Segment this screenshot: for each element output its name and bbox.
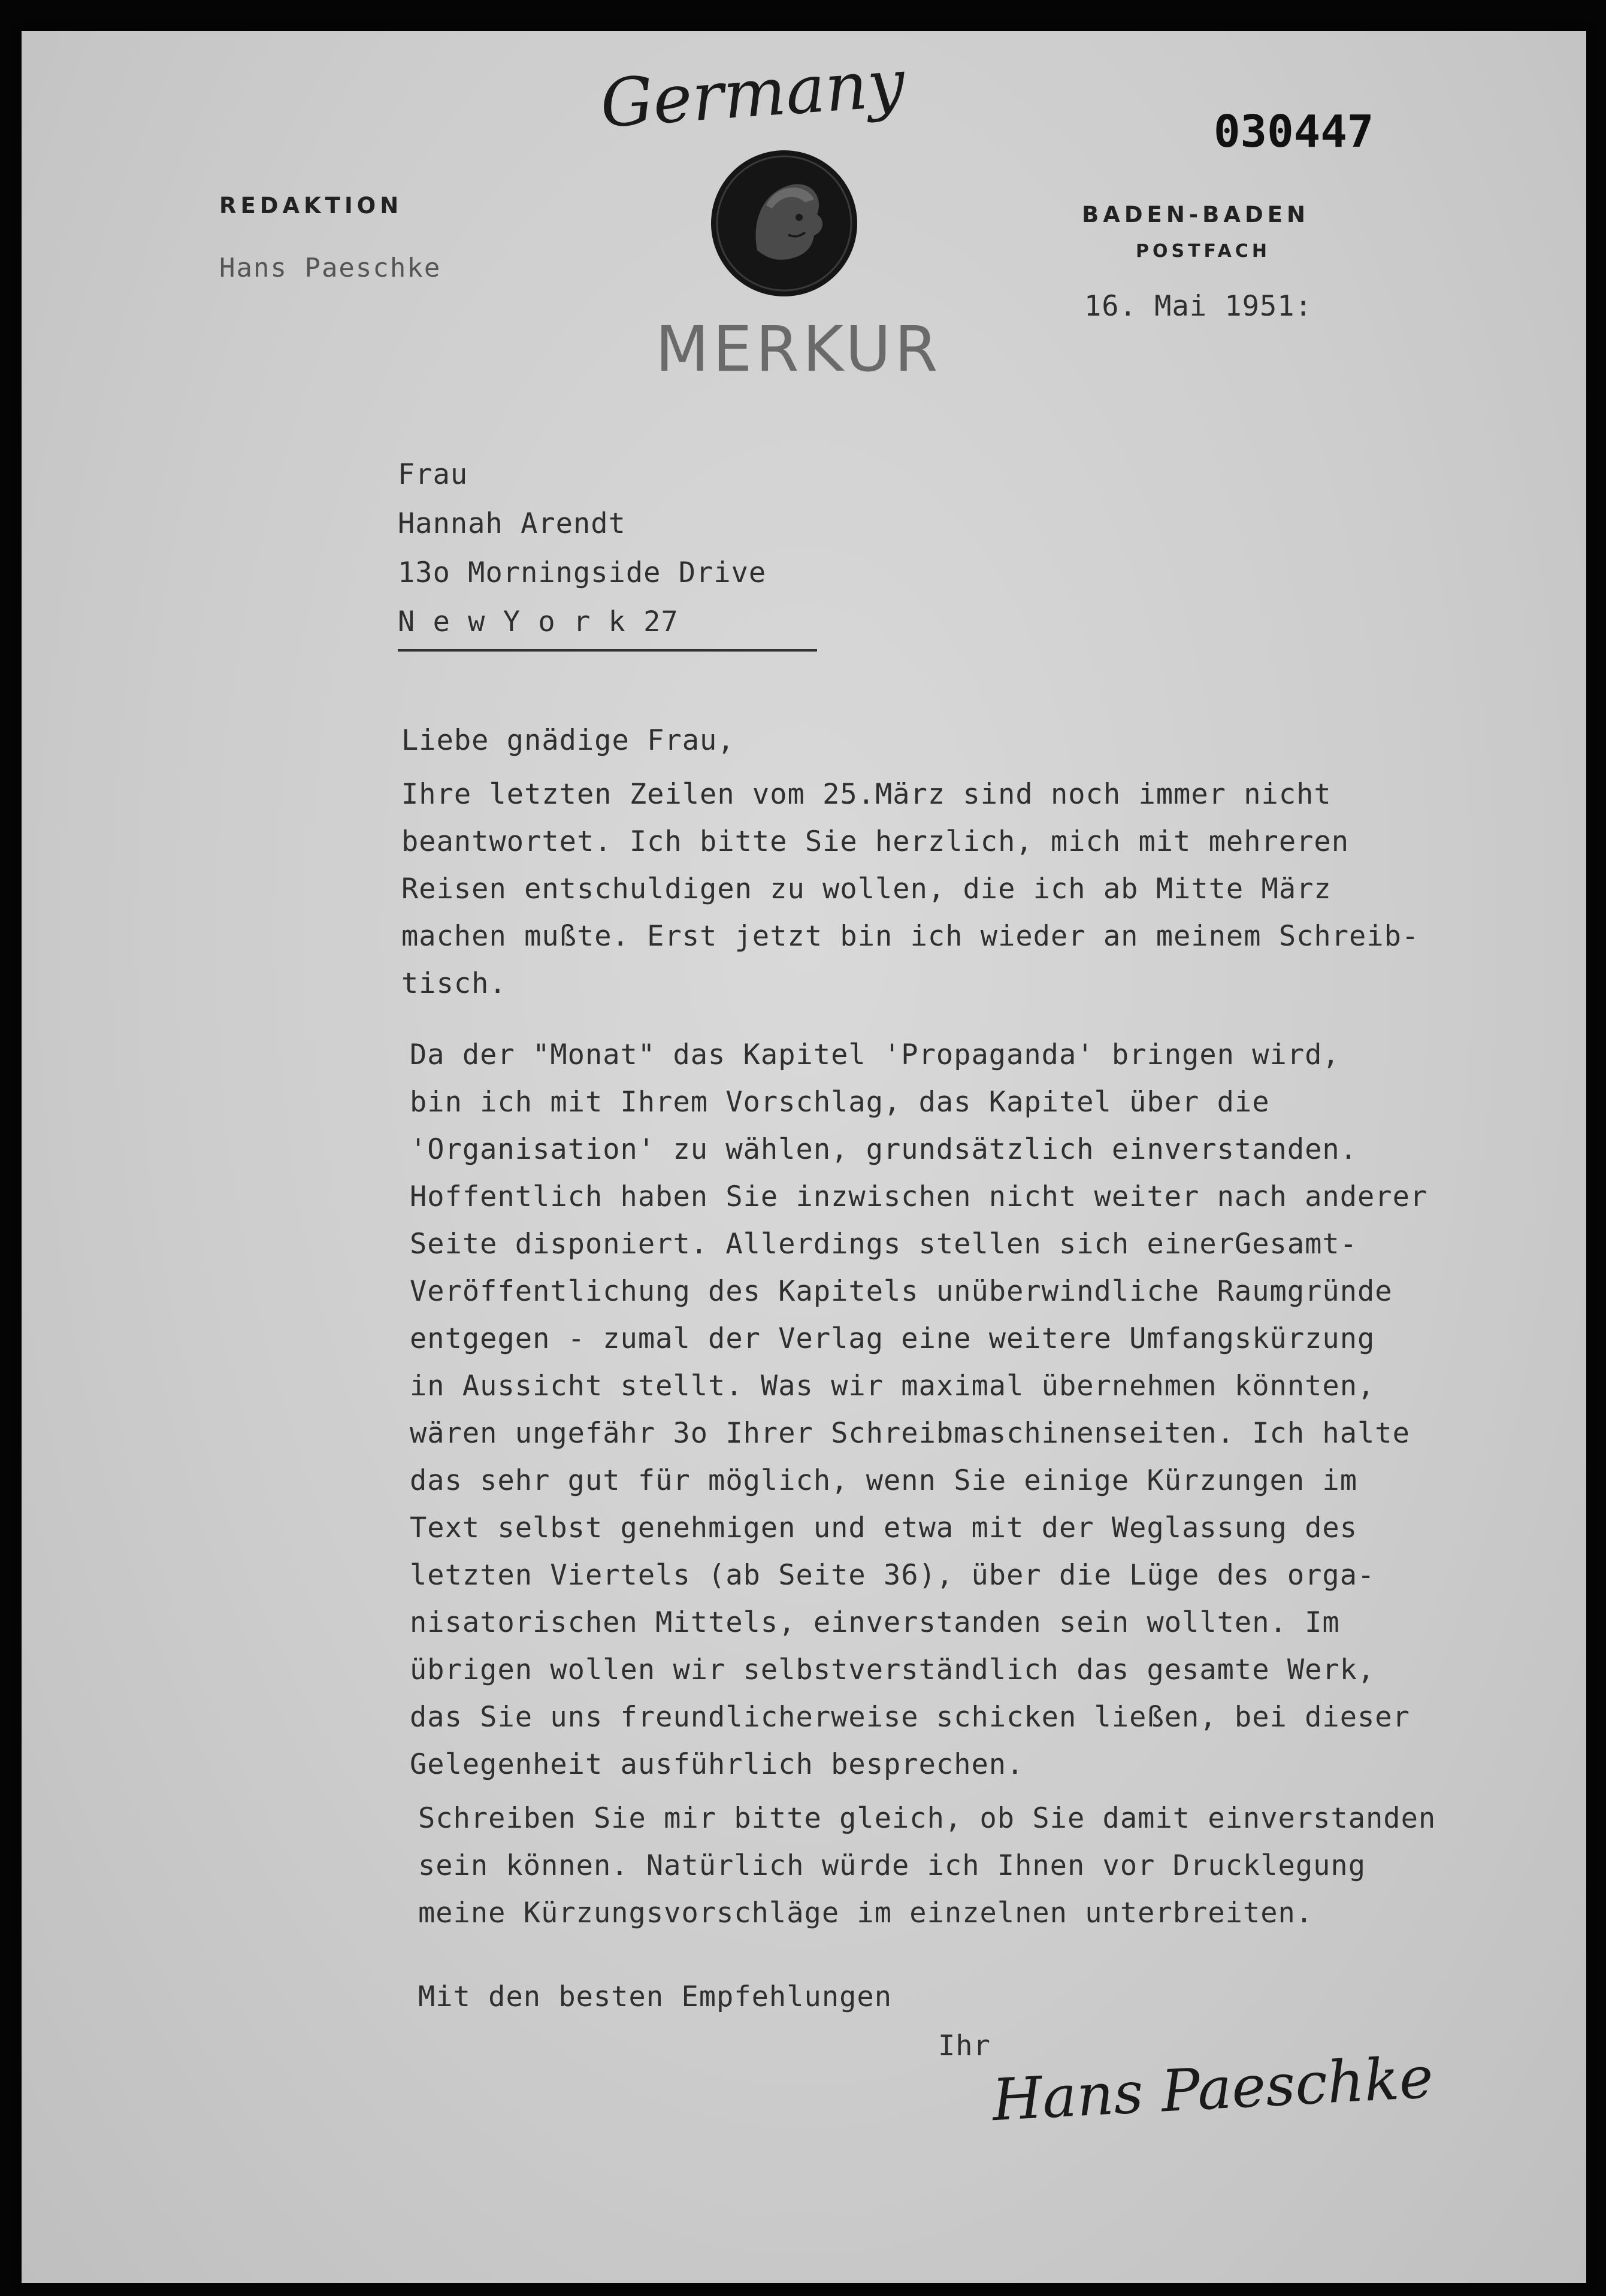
closing: Mit den besten Empfehlungen	[418, 1980, 893, 2013]
recipient-city: N e w Y o r k 27	[398, 598, 817, 652]
recipient-title: Frau	[398, 458, 468, 491]
paragraph-1	[401, 771, 1419, 1007]
paragraph-3	[418, 1795, 1436, 1937]
masthead-title: MERKUR	[655, 313, 942, 386]
redaktion-label: REDAKTION	[219, 193, 403, 219]
letter-date: 16. Mai 1951:	[1084, 290, 1312, 323]
text-line: Seite disponiert. Allerdings stellen sich einerGesamt-	[410, 1228, 1358, 1261]
signature: Hans Paeschke	[990, 2043, 1435, 2134]
text-line: Text selbst genehmigen und etwa mit der Weglassung des	[410, 1512, 1358, 1544]
medallion-head-icon	[709, 149, 859, 298]
postfach-label: POSTFACH	[1136, 241, 1271, 262]
text-line: Ihre letzten Zeilen vom 25.März sind noch immer nicht	[401, 778, 1332, 811]
text-line: Hoffentlich haben Sie inzwischen nicht weiter nach anderer	[410, 1180, 1428, 1213]
recipient-name: Hannah Arendt	[398, 507, 626, 540]
text-line: das Sie uns freundlicherweise schicken ließen, bei dieser	[410, 1701, 1410, 1734]
closing-ihr: Ihr	[938, 2030, 991, 2062]
text-line: meine Kürzungsvorschläge im einzelnen unterbreiten.	[418, 1897, 1314, 1930]
text-line: wären ungefähr 3o Ihrer Schreibmaschinenseiten. Ich halte	[410, 1417, 1410, 1450]
text-line: Veröffentlichung des Kapitels unüberwindliche Raumgründe	[410, 1275, 1393, 1308]
text-line: Gelegenheit ausführlich besprechen.	[410, 1748, 1024, 1781]
city-label: BADEN-BADEN	[1082, 202, 1309, 228]
recipient-street: 13o Morningside Drive	[398, 556, 767, 589]
letter-page	[22, 31, 1586, 2283]
text-line: nisatorischen Mittels, einverstanden sein wollten. Im	[410, 1606, 1340, 1639]
paragraph-2	[410, 1031, 1427, 1788]
recipient-block	[398, 450, 817, 652]
text-line: beantwortet. Ich bitte Sie herzlich, mich mit mehreren	[401, 825, 1350, 858]
greeting: Liebe gnädige Frau,	[401, 724, 735, 757]
text-line: das sehr gut für möglich, wenn Sie einige Kürzungen im	[410, 1464, 1358, 1497]
text-line: tisch.	[401, 967, 507, 1000]
text-line: letzten Viertels (ab Seite 36), über die Lüge des orga-	[410, 1559, 1375, 1592]
text-line: 'Organisation' zu wählen, grundsätzlich einverstanden.	[410, 1133, 1358, 1166]
text-line: Schreiben Sie mir bitte gleich, ob Sie damit einverstanden	[418, 1802, 1436, 1835]
text-line: sein können. Natürlich würde ich Ihnen vor Drucklegung	[418, 1849, 1366, 1882]
text-line: entgegen - zumal der Verlag eine weitere Umfangskürzung	[410, 1322, 1375, 1355]
text-line: übrigen wollen wir selbstverständlich das gesamte Werk,	[410, 1653, 1375, 1686]
handwritten-note: Germany	[598, 44, 908, 143]
document-number: 030447	[1214, 106, 1374, 157]
text-line: in Aussicht stellt. Was wir maximal übernehmen könnten,	[410, 1370, 1375, 1403]
text-line: Reisen entschuldigen zu wollen, die ich ab Mitte März	[401, 873, 1332, 905]
editor-name: Hans Paeschke	[219, 253, 441, 283]
text-line: Da der "Monat" das Kapitel 'Propaganda' bringen wird,	[410, 1038, 1340, 1071]
text-line: bin ich mit Ihrem Vorschlag, das Kapitel über die	[410, 1086, 1270, 1119]
text-line: machen mußte. Erst jetzt bin ich wieder an meinem Schreib-	[401, 920, 1420, 953]
